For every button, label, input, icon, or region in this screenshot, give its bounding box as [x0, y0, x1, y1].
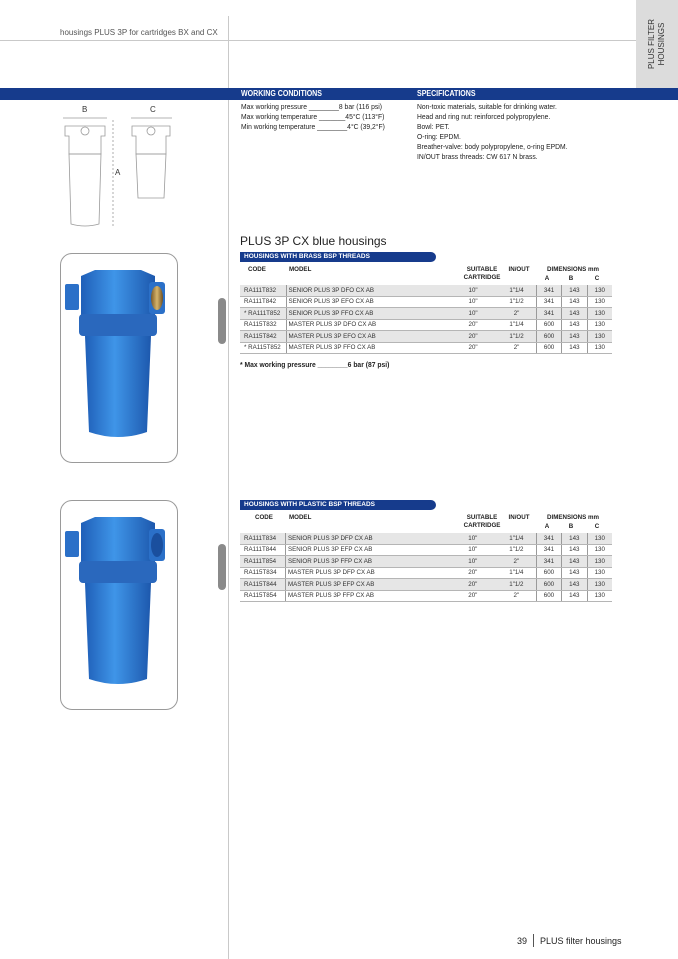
working-condition-line: Min working temperature ________4°C (39,2°F): [241, 122, 385, 131]
table-row: [240, 579, 612, 591]
cell-code: * RA111T852: [240, 308, 286, 320]
specification-line: Non-toxic materials, suitable for drinking water.: [417, 102, 557, 111]
cell-b: 143: [562, 544, 587, 556]
cell-cartridge: 10": [449, 556, 497, 568]
cell-inout: 1"1/2: [497, 331, 536, 343]
housing-brass-image: [61, 254, 177, 462]
cell-b: 143: [562, 331, 587, 343]
dimension-label-c: C: [150, 105, 156, 114]
cell-code: RA111T844: [240, 544, 285, 556]
cell-code: RA111T832: [240, 285, 286, 296]
cell-inout: 2": [497, 308, 536, 320]
cell-b: 143: [562, 590, 587, 602]
product-photo-plastic: [60, 500, 178, 710]
cell-a: 600: [536, 590, 561, 602]
cell-a: 341: [536, 285, 561, 296]
col-header-a: A: [544, 275, 550, 282]
cell-b: 143: [562, 579, 587, 591]
cell-b: 143: [562, 296, 587, 308]
col-header-cartridge: [460, 266, 504, 282]
cell-cartridge: 20": [449, 579, 497, 591]
cell-model: SENIOR PLUS 3P DFP CX AB: [285, 533, 448, 544]
cell-inout: 1"1/2: [497, 544, 536, 556]
col-header-inout: IN/OUT: [508, 266, 530, 273]
specification-line: Breather-valve: body polypropylene, o-ring EPDM.: [417, 142, 568, 151]
working-conditions-list: [241, 102, 401, 132]
cell-a: 341: [536, 556, 561, 568]
table-row: [240, 567, 612, 579]
table-row: [240, 556, 612, 568]
cell-code: RA115T854: [240, 590, 285, 602]
cell-model: MASTER PLUS 3P EFO CX AB: [286, 331, 449, 343]
cell-a: 600: [536, 331, 561, 343]
cell-code: RA115T844: [240, 579, 285, 591]
cell-code: RA115T834: [240, 567, 285, 579]
cell-cartridge: 10": [449, 296, 497, 308]
cell-b: 143: [562, 308, 587, 320]
cell-code: * RA115T852: [240, 342, 286, 354]
col-header-c: C: [594, 523, 600, 530]
cell-inout: 1"1/4: [497, 533, 536, 544]
col-header-a: A: [544, 523, 550, 530]
cell-c: 130: [587, 308, 612, 320]
section-title: PLUS 3P CX blue housings: [240, 234, 387, 248]
running-title: housings PLUS 3P for cartridges BX and CX: [60, 28, 218, 37]
photo-connector-tab: [218, 298, 226, 344]
footer-separator: [533, 934, 534, 947]
col-header-dimensions: DIMENSIONS mm: [547, 266, 599, 273]
cell-inout: 1"1/2: [497, 296, 536, 308]
cell-cartridge: 10": [449, 308, 497, 320]
cell-c: 130: [587, 296, 612, 308]
cell-code: RA111T834: [240, 533, 285, 544]
cell-cartridge: 10": [449, 544, 497, 556]
cell-cartridge: 10": [449, 533, 497, 544]
conditions-bar: [0, 88, 678, 100]
specification-line: O-ring: EPDM.: [417, 132, 461, 141]
housing-plastic-image: [61, 501, 177, 709]
cell-b: 143: [562, 342, 587, 354]
product-photo-brass: [60, 253, 178, 463]
cell-c: 130: [587, 342, 612, 354]
cell-c: 130: [587, 319, 612, 331]
cell-inout: 2": [497, 590, 536, 602]
cell-inout: 2": [497, 342, 536, 354]
col-header-b: B: [568, 523, 574, 530]
cell-b: 143: [562, 533, 587, 544]
col-header-model: MODEL: [289, 266, 312, 273]
side-tab-line-1: PLUS FILTER: [647, 18, 656, 70]
col-header-dimensions: DIMENSIONS mm: [547, 514, 599, 521]
cell-inout: 1"1/4: [497, 285, 536, 296]
table-row: [240, 296, 612, 308]
dimension-label-b: B: [82, 105, 88, 114]
specifications-title: SPECIFICATIONS: [417, 89, 476, 98]
cell-b: 143: [562, 319, 587, 331]
table-row: [240, 308, 612, 320]
section-side-tab[interactable]: [636, 0, 678, 88]
table-row: [240, 331, 612, 343]
cell-c: 130: [587, 544, 612, 556]
table-row: [240, 544, 612, 556]
cell-code: RA111T842: [240, 296, 286, 308]
col-header-c: C: [594, 275, 600, 282]
cell-cartridge: 20": [449, 319, 497, 331]
cell-c: 130: [587, 567, 612, 579]
cell-c: 130: [587, 331, 612, 343]
cell-inout: 1"1/4: [497, 319, 536, 331]
table-row: [240, 590, 612, 602]
col-header-code: CODE: [248, 266, 266, 273]
pressure-footnote: * Max working pressure ________6 bar (87 psi): [240, 360, 390, 369]
col-header-b: B: [568, 275, 574, 282]
col-header-cartridge-l2: CARTRIDGE: [463, 522, 501, 529]
page-number: 39: [517, 936, 528, 946]
cell-a: 600: [536, 579, 561, 591]
col-header-inout: IN/OUT: [508, 514, 530, 521]
cell-model: MASTER PLUS 3P EFP CX AB: [285, 579, 448, 591]
cell-b: 143: [562, 285, 587, 296]
col-header-cartridge-l1: SUITABLE: [466, 514, 498, 521]
cell-cartridge: 10": [449, 285, 497, 296]
column-divider: [228, 16, 229, 959]
cell-inout: 2": [497, 556, 536, 568]
col-header-code: CODE: [255, 514, 273, 521]
cell-model: MASTER PLUS 3P FFP CX AB: [285, 590, 448, 602]
cell-c: 130: [587, 556, 612, 568]
cell-code: RA115T832: [240, 319, 286, 331]
specifications-list: [417, 102, 584, 162]
cell-a: 341: [536, 296, 561, 308]
cell-inout: 1"1/4: [497, 567, 536, 579]
cell-model: SENIOR PLUS 3P FFO CX AB: [286, 308, 449, 320]
cell-a: 600: [536, 567, 561, 579]
working-condition-line: Max working temperature _______45°C (113°F): [241, 112, 385, 121]
cell-model: SENIOR PLUS 3P EFP CX AB: [285, 544, 448, 556]
working-conditions-title: WORKING CONDITIONS: [241, 89, 322, 98]
cell-cartridge: 20": [449, 590, 497, 602]
col-header-cartridge-l1: SUITABLE: [466, 266, 498, 273]
table-row: [240, 342, 612, 354]
col-header-cartridge-l2: CARTRIDGE: [463, 274, 501, 281]
table-row: [240, 285, 612, 296]
specification-line: Bowl: PET.: [417, 122, 450, 131]
cell-code: RA115T842: [240, 331, 286, 343]
cell-model: SENIOR PLUS 3P DFO CX AB: [286, 285, 449, 296]
cell-a: 600: [536, 342, 561, 354]
cell-a: 341: [536, 533, 561, 544]
cell-inout: 1"1/2: [497, 579, 536, 591]
cell-model: MASTER PLUS 3P FFO CX AB: [286, 342, 449, 354]
cell-b: 143: [562, 556, 587, 568]
cell-code: RA111T854: [240, 556, 285, 568]
cell-cartridge: 20": [449, 342, 497, 354]
table-brass: [240, 285, 612, 354]
cell-a: 341: [536, 308, 561, 320]
cell-cartridge: 20": [449, 331, 497, 343]
cell-c: 130: [587, 533, 612, 544]
table-row: [240, 319, 612, 331]
cell-a: 600: [536, 319, 561, 331]
cell-model: SENIOR PLUS 3P EFO CX AB: [286, 296, 449, 308]
dimension-label-a: A: [115, 168, 121, 177]
cell-b: 143: [562, 567, 587, 579]
cell-model: MASTER PLUS 3P DFO CX AB: [286, 319, 449, 331]
table-plastic: [240, 533, 612, 602]
col-header-cartridge: [460, 514, 504, 530]
specification-line: Head and ring nut: reinforced polypropylene.: [417, 112, 551, 121]
side-tab-label: [647, 19, 667, 69]
cell-a: 341: [536, 544, 561, 556]
cell-c: 130: [587, 579, 612, 591]
specification-line: IN/OUT brass threads: CW 617 N brass.: [417, 152, 538, 161]
table-plastic-title: HOUSINGS WITH PLASTIC BSP THREADS: [240, 500, 436, 510]
table-row: [240, 533, 612, 544]
footer-section-title: PLUS filter housings: [540, 936, 622, 946]
header-rule: [0, 40, 636, 41]
cell-c: 130: [587, 285, 612, 296]
working-condition-line: Max working pressure ________8 bar (116 psi): [241, 102, 382, 111]
cell-model: MASTER PLUS 3P DFP CX AB: [285, 567, 448, 579]
cell-c: 130: [587, 590, 612, 602]
photo-connector-tab: [218, 544, 226, 590]
table-brass-title: HOUSINGS WITH BRASS BSP THREADS: [240, 252, 436, 262]
cell-model: SENIOR PLUS 3P FFP CX AB: [285, 556, 448, 568]
cell-cartridge: 20": [449, 567, 497, 579]
col-header-model: MODEL: [289, 514, 312, 521]
side-tab-line-2: HOUSINGS: [657, 22, 666, 66]
